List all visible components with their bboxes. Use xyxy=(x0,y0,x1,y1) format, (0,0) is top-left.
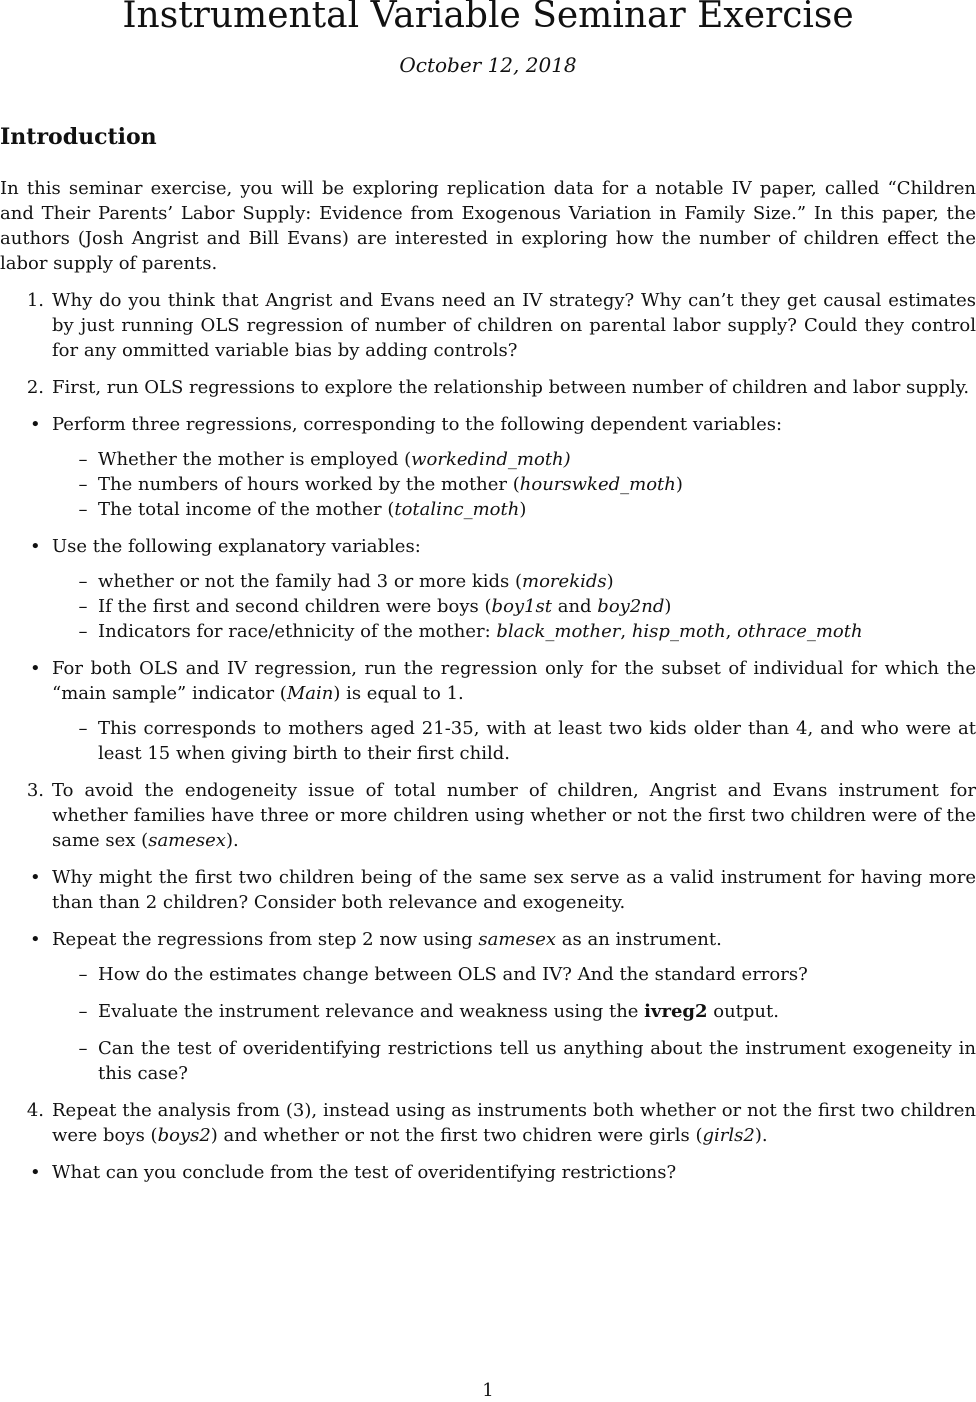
list-item: – This corresponds to mothers aged 21-35, with at least two kids older than 4, and who were at least 15 when giving birth to their first child. xyxy=(0,716,976,766)
question-number: 3. xyxy=(26,780,44,801)
dash-mark: – xyxy=(78,718,88,739)
document-body xyxy=(0,176,976,1197)
variable-name: Main xyxy=(286,683,334,704)
main-sample-list xyxy=(0,716,976,766)
bullet-mark: • xyxy=(30,658,41,679)
bullet-text: What can you conclude from the test of overidentifying restrictions? xyxy=(52,1162,677,1183)
variable-name: othrace_moth xyxy=(737,621,863,642)
bullet-conclusion xyxy=(0,1160,976,1185)
variable-name: boys2 xyxy=(157,1125,211,1146)
section-heading: Introduction xyxy=(0,124,157,150)
bullet-mark: • xyxy=(30,929,41,950)
question-4: 4. Repeat the analysis from (3), instead using as instruments both whether or not the first two children were boys (boys2) and whether or not the first two chidren were girls (girls2). xyxy=(0,1098,976,1148)
list-item: – How do the estimates change between OLS and IV? And the standard errors? xyxy=(0,962,976,987)
page-number: 1 xyxy=(482,1380,494,1401)
list-item: – Can the test of overidentifying restrictions tell us anything about the instrument exogeneity in this case? xyxy=(0,1036,976,1086)
question-number: 1. xyxy=(26,290,44,311)
explanatory-vars-list xyxy=(0,569,976,644)
variable-name: morekids xyxy=(522,571,607,592)
bullet-text: Why might the first two children being of the same sex serve as a valid instrument for having more than than 2 children? Consider both relevance and exogeneity. xyxy=(52,867,976,913)
list-item: – The total income of the mother (totalinc_moth) xyxy=(0,497,976,522)
bullet-dependent-vars xyxy=(0,412,976,437)
dependent-vars-list xyxy=(0,447,976,522)
variable-name: girls2 xyxy=(702,1125,755,1146)
question-number: 4. xyxy=(26,1100,44,1121)
bullet-repeat-regressions: • Repeat the regressions from step 2 now using samesex as an instrument. xyxy=(30,929,722,950)
question-1 xyxy=(0,288,976,363)
variable-name: totalinc_moth xyxy=(394,499,520,520)
document-date: October 12, 2018 xyxy=(399,53,577,77)
variable-name: boy2nd xyxy=(597,596,665,617)
list-item: – Whether the mother is employed (workedind_moth) xyxy=(0,447,976,472)
list-item: – If the first and second children were boys (boy1st and boy2nd) xyxy=(0,594,976,619)
dash-mark: – xyxy=(78,1001,88,1022)
question-number: 2. xyxy=(26,377,44,398)
list-item: – whether or not the family had 3 or more kids (morekids) xyxy=(0,569,976,594)
bullet-explanatory-vars xyxy=(0,534,976,559)
bullet-mark: • xyxy=(30,1162,41,1183)
bullet-main-sample: • For both OLS and IV regression, run the regression only for the subset of individual for which the “main sample” indicator (Main) is equal to 1. xyxy=(30,658,976,704)
dash-mark: – xyxy=(78,571,88,592)
list-item: – Evaluate the instrument relevance and weakness using the ivreg2 output. xyxy=(0,999,976,1024)
question-text: First, run OLS regressions to explore the relationship between number of children and labor supply. xyxy=(52,377,970,398)
question-2 xyxy=(0,375,976,400)
variable-name: boy1st xyxy=(491,596,552,617)
list-item: – The numbers of hours worked by the mother (hourswked_moth) xyxy=(0,472,976,497)
command-name: ivreg2 xyxy=(644,1001,708,1022)
variable-name: hourswked_moth xyxy=(519,474,676,495)
bullet-mark: • xyxy=(30,414,41,435)
bullet-mark: • xyxy=(30,867,41,888)
variable-name: samesex xyxy=(148,830,226,851)
variable-name: workedind_moth) xyxy=(411,449,571,470)
bullet-instrument-validity xyxy=(0,865,976,915)
bullet-text: Use the following explanatory variables: xyxy=(52,536,421,557)
dash-mark: – xyxy=(78,499,88,520)
list-item: – Indicators for race/ethnicity of the mother: black_mother, hisp_moth, othrace_moth xyxy=(0,619,976,644)
question-text: Why do you think that Angrist and Evans need an IV strategy? Why can’t they get causal estimates by just running OLS regression of number of children on parental labor supply? Could they control for any ommitted variable bias by adding controls? xyxy=(52,290,976,361)
page-title: Instrumental Variable Seminar Exercise xyxy=(122,0,854,36)
variable-name: hisp_moth xyxy=(631,621,726,642)
question-3: 3. To avoid the endogeneity issue of total number of children, Angrist and Evans instrument for whether families have three or more children using whether or not the first two children were of the same sex (samesex). xyxy=(0,778,976,853)
intro-paragraph: In this seminar exercise, you will be exploring replication data for a notable IV paper, called “Children and Their Parents’ Labor Supply: Evidence from Exogenous Variation in Family Size.” In this paper, the authors (Josh Angrist and Bill Evans) are interested in exploring how the number of children effect the labor supply of parents. xyxy=(0,178,976,274)
dash-mark: – xyxy=(78,1038,88,1059)
dash-mark: – xyxy=(78,596,88,617)
repeat-sub-list xyxy=(0,962,976,1086)
dash-mark: – xyxy=(78,621,88,642)
variable-name: samesex xyxy=(478,929,557,950)
bullet-mark: • xyxy=(30,536,41,557)
variable-name: black_mother xyxy=(496,621,621,642)
dash-mark: – xyxy=(78,474,88,495)
dash-mark: – xyxy=(78,964,88,985)
bullet-text: Perform three regressions, corresponding to the following dependent variables: xyxy=(52,414,783,435)
dash-mark: – xyxy=(78,449,88,470)
